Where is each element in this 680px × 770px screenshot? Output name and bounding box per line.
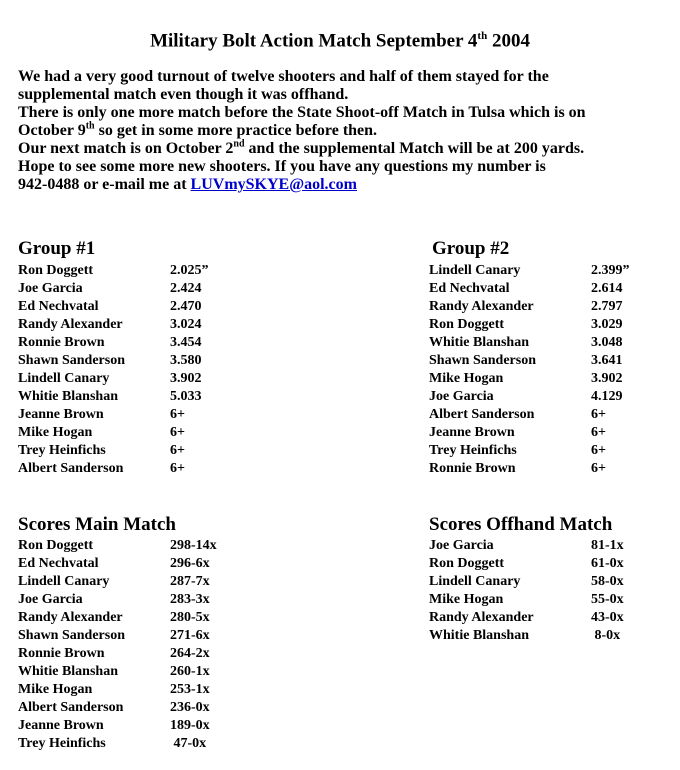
shooter-name: Albert Sanderson	[18, 700, 124, 715]
shooter-score: 6+	[170, 443, 185, 458]
list-item	[18, 424, 228, 442]
shooter-score: 3.454	[170, 335, 202, 350]
intro-line-7	[18, 176, 678, 194]
shooter-name: Whitie Blanshan	[429, 628, 529, 643]
list-item	[18, 609, 238, 627]
shooter-score: 3.048	[591, 335, 623, 350]
intro-paragraph	[18, 68, 678, 194]
shooter-score: 2.797	[591, 299, 623, 314]
group-2-heading: Group #2	[432, 238, 510, 259]
shooter-score: 2.470	[170, 299, 202, 314]
shooter-score: 43-0x	[591, 610, 624, 625]
shooter-name: Ronnie Brown	[429, 461, 516, 476]
shooter-name: Joe Garcia	[429, 538, 494, 553]
shooter-name: Mike Hogan	[18, 425, 93, 440]
intro-line-4	[18, 122, 678, 140]
list-item	[18, 442, 228, 460]
shooter-name: Ron Doggett	[429, 556, 505, 571]
shooter-name: Ed Nechvatal	[18, 556, 99, 571]
offhand-scores-heading: Scores Offhand Match	[429, 514, 613, 535]
intro-line-4-b: so get in some more practice before then.	[94, 122, 378, 139]
shooter-score: 3.029	[591, 317, 623, 332]
shooter-name: Ron Doggett	[18, 263, 94, 278]
intro-line-3: There is only one more match before the State Shoot-off Match in Tulsa which is on	[18, 104, 586, 121]
shooter-score: 58-0x	[591, 574, 624, 589]
shooter-score: 6+	[170, 461, 185, 476]
shooter-score: 3.902	[170, 371, 202, 386]
shooter-name: Ed Nechvatal	[18, 299, 99, 314]
shooter-score: 287-7x	[170, 574, 210, 589]
shooter-score: 6+	[591, 425, 606, 440]
intro-line-5-b: and the supplemental Match will be at 200 yards.	[244, 140, 585, 157]
shooter-score: 4.129	[591, 389, 623, 404]
shooter-score: 296-6x	[170, 556, 210, 571]
shooter-score: 61-0x	[591, 556, 624, 571]
title-text: Military Bolt Action Match September 4	[150, 30, 478, 52]
list-item	[429, 573, 649, 591]
shooter-name: Ron Doggett	[429, 317, 505, 332]
intro-line-4-a: October 9	[18, 122, 86, 139]
list-item	[18, 537, 238, 555]
shooter-name: Shawn Sanderson	[18, 628, 125, 643]
shooter-score: 2.424	[170, 281, 202, 296]
list-item	[18, 699, 238, 717]
list-item	[429, 442, 659, 460]
list-item	[18, 280, 228, 298]
list-item	[429, 555, 649, 573]
offhand-scores-list	[429, 537, 649, 645]
shooter-score: 6+	[591, 443, 606, 458]
list-item	[18, 591, 238, 609]
list-item	[429, 609, 649, 627]
shooter-score: 3.902	[591, 371, 623, 386]
list-item	[429, 460, 659, 478]
shooter-score: 3.024	[170, 317, 202, 332]
title-year: 2004	[487, 30, 530, 52]
shooter-name: Jeanne Brown	[429, 425, 515, 440]
list-item	[18, 388, 228, 406]
shooter-name: Whitie Blanshan	[429, 335, 529, 350]
shooter-name: Lindell Canary	[429, 263, 521, 278]
shooter-score: 3.580	[170, 353, 202, 368]
list-item	[429, 388, 659, 406]
shooter-name: Jeanne Brown	[18, 407, 104, 422]
shooter-name: Shawn Sanderson	[429, 353, 536, 368]
shooter-name: Lindell Canary	[429, 574, 521, 589]
shooter-score: 8-0x	[591, 628, 621, 643]
shooter-name: Randy Alexander	[18, 610, 123, 625]
intro-line-6: Hope to see some more new shooters. If you have any questions my number is	[18, 158, 546, 175]
shooter-score: 260-1x	[170, 664, 210, 679]
shooter-name: Shawn Sanderson	[18, 353, 125, 368]
shooter-name: Ronnie Brown	[18, 646, 105, 661]
shooter-name: Lindell Canary	[18, 371, 110, 386]
list-item	[429, 406, 659, 424]
shooter-score: 298-14x	[170, 538, 217, 553]
list-item	[18, 352, 228, 370]
shooter-score: 2.614	[591, 281, 623, 296]
shooter-name: Albert Sanderson	[429, 407, 535, 422]
list-item	[18, 735, 238, 753]
shooter-score: 271-6x	[170, 628, 210, 643]
list-item	[18, 645, 238, 663]
shooter-name: Albert Sanderson	[18, 461, 124, 476]
intro-line-5-sup: nd	[233, 138, 245, 150]
list-item	[429, 591, 649, 609]
shooter-name: Mike Hogan	[429, 371, 504, 386]
list-item	[18, 555, 238, 573]
shooter-score: 2.025”	[170, 263, 209, 278]
list-item	[429, 334, 659, 352]
shooter-name: Joe Garcia	[18, 281, 83, 296]
list-item	[429, 262, 659, 280]
shooter-score: 47-0x	[170, 736, 207, 751]
shooter-name: Whitie Blanshan	[18, 664, 118, 679]
main-scores-list	[18, 537, 238, 753]
shooter-score: 264-2x	[170, 646, 210, 661]
list-item	[18, 717, 238, 735]
shooter-name: Joe Garcia	[429, 389, 494, 404]
list-item	[429, 298, 659, 316]
list-item	[18, 316, 228, 334]
intro-line-1: We had a very good turnout of twelve shooters and half of them stayed for the	[18, 68, 549, 85]
shooter-name: Lindell Canary	[18, 574, 110, 589]
shooter-name: Trey Heinfichs	[429, 443, 517, 458]
list-item	[18, 460, 228, 478]
title-sup: th	[477, 30, 488, 42]
list-item	[18, 681, 238, 699]
shooter-name: Trey Heinfichs	[18, 443, 106, 458]
list-item	[429, 424, 659, 442]
shooter-score: 253-1x	[170, 682, 210, 697]
shooter-score: 6+	[591, 407, 606, 422]
list-item	[429, 352, 659, 370]
list-item	[18, 262, 228, 280]
group-1-heading: Group #1	[18, 238, 96, 259]
shooter-score: 189-0x	[170, 718, 210, 733]
shooter-score: 6+	[170, 425, 185, 440]
shooter-score: 236-0x	[170, 700, 210, 715]
intro-line-7-a: 942-0488 or e-mail me at	[18, 176, 191, 193]
shooter-score: 5.033	[170, 389, 202, 404]
list-item	[18, 627, 238, 645]
list-item	[18, 298, 228, 316]
group-1-list	[18, 262, 228, 478]
shooter-name: Mike Hogan	[18, 682, 93, 697]
intro-line-5-a: Our next match is on October 2	[18, 140, 234, 157]
shooter-score: 6+	[591, 461, 606, 476]
shooter-name: Ed Nechvatal	[429, 281, 510, 296]
list-item	[18, 334, 228, 352]
shooter-name: Randy Alexander	[429, 299, 534, 314]
list-item	[18, 370, 228, 388]
shooter-score: 55-0x	[591, 592, 624, 607]
shooter-name: Joe Garcia	[18, 592, 83, 607]
shooter-name: Jeanne Brown	[18, 718, 104, 733]
shooter-score: 2.399”	[591, 263, 630, 278]
shooter-score: 3.641	[591, 353, 623, 368]
list-item	[429, 280, 659, 298]
shooter-name: Ron Doggett	[18, 538, 94, 553]
list-item	[18, 406, 228, 424]
list-item	[18, 573, 238, 591]
shooter-name: Mike Hogan	[429, 592, 504, 607]
main-scores-heading: Scores Main Match	[18, 514, 176, 535]
list-item	[429, 370, 659, 388]
shooter-name: Trey Heinfichs	[18, 736, 106, 751]
email-link[interactable]: LUVmySKYE@aol.com	[190, 176, 357, 193]
intro-line-5	[18, 140, 678, 158]
page-title	[0, 24, 680, 53]
shooter-name: Randy Alexander	[429, 610, 534, 625]
intro-line-4-sup: th	[85, 120, 95, 132]
shooter-score: 81-1x	[591, 538, 624, 553]
shooter-name: Whitie Blanshan	[18, 389, 118, 404]
shooter-name: Randy Alexander	[18, 317, 123, 332]
list-item	[18, 663, 238, 681]
group-2-list	[429, 262, 659, 478]
list-item	[429, 537, 649, 555]
list-item	[429, 627, 649, 645]
shooter-name: Ronnie Brown	[18, 335, 105, 350]
list-item	[429, 316, 659, 334]
intro-line-2: supplemental match even though it was offhand.	[18, 86, 349, 103]
shooter-score: 6+	[170, 407, 185, 422]
shooter-score: 280-5x	[170, 610, 210, 625]
shooter-score: 283-3x	[170, 592, 210, 607]
